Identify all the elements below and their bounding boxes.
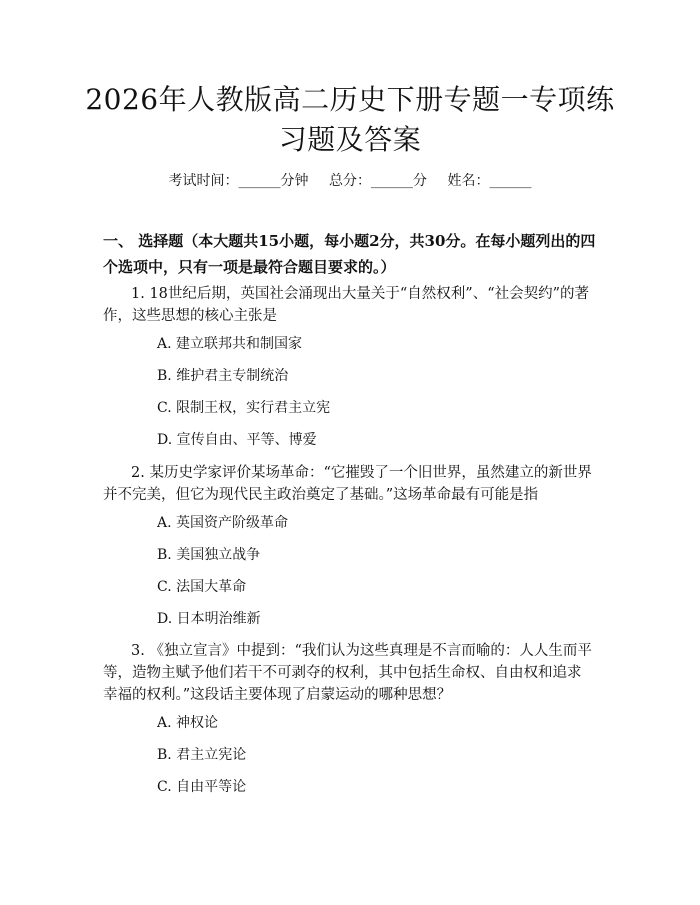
question-3-option-a: A. 神权论 <box>157 715 219 731</box>
question-2-text: 2. 某历史学家评价某场革命：“它摧毁了一个旧世界，虽然建立的新世界并不完美，但它为现代民主政治奠定了基础。”这场革命最有可能是指 <box>103 465 592 503</box>
question-2-option-c: C. 法国大革命 <box>157 579 247 595</box>
question-3-text: 3. 《独立宣言》中提到：“我们认为这些真理是不言而喻的：人人生而平等，造物主赋予他们若干不可剥夺的权利，其中包括生命权、自由权和追求幸福的权利。”这段话主要体现了启蒙运动的哪种思想？ <box>103 643 592 703</box>
question-3-option-b: B. 君主立宪论 <box>157 747 247 763</box>
document-title: 2026年人教版高二历史下册专题一专项练习题及答案 <box>85 83 615 156</box>
question-2 <box>103 462 595 506</box>
question-1-option-b: B. 维护君主专制统治 <box>157 368 289 384</box>
question-3-option-c: C. 自由平等论 <box>157 779 247 795</box>
question-1-option-a: A. 建立联邦共和制国家 <box>157 336 303 352</box>
question-2-option-b: B. 美国独立战争 <box>157 547 261 563</box>
exam-info <box>0 170 700 190</box>
question-1-option-c: C. 限制王权，实行君主立宪 <box>157 400 331 416</box>
student-name: 姓名：______ <box>447 173 532 189</box>
question-1 <box>103 283 595 327</box>
exam-time: 考试时间：______分钟 <box>168 173 309 189</box>
section-heading: 一、 选择题（本大题共15小题，每小题2分，共30分。在每小题列出的四个选项中，只有一项是最符合题目要求的。） <box>103 232 596 276</box>
exam-total-score: 总分：______分 <box>329 173 427 189</box>
question-3 <box>103 640 595 706</box>
question-2-option-d: D. 日本明治维新 <box>157 611 261 627</box>
question-1-text: 1. 18世纪后期，英国社会涌现出大量关于“自然权利”、“社会契约”的著作，这些思想的核心主张是 <box>103 286 590 324</box>
question-2-option-a: A. 英国资产阶级革命 <box>157 515 289 531</box>
question-1-option-d: D. 宣传自由、平等、博爱 <box>157 432 317 448</box>
